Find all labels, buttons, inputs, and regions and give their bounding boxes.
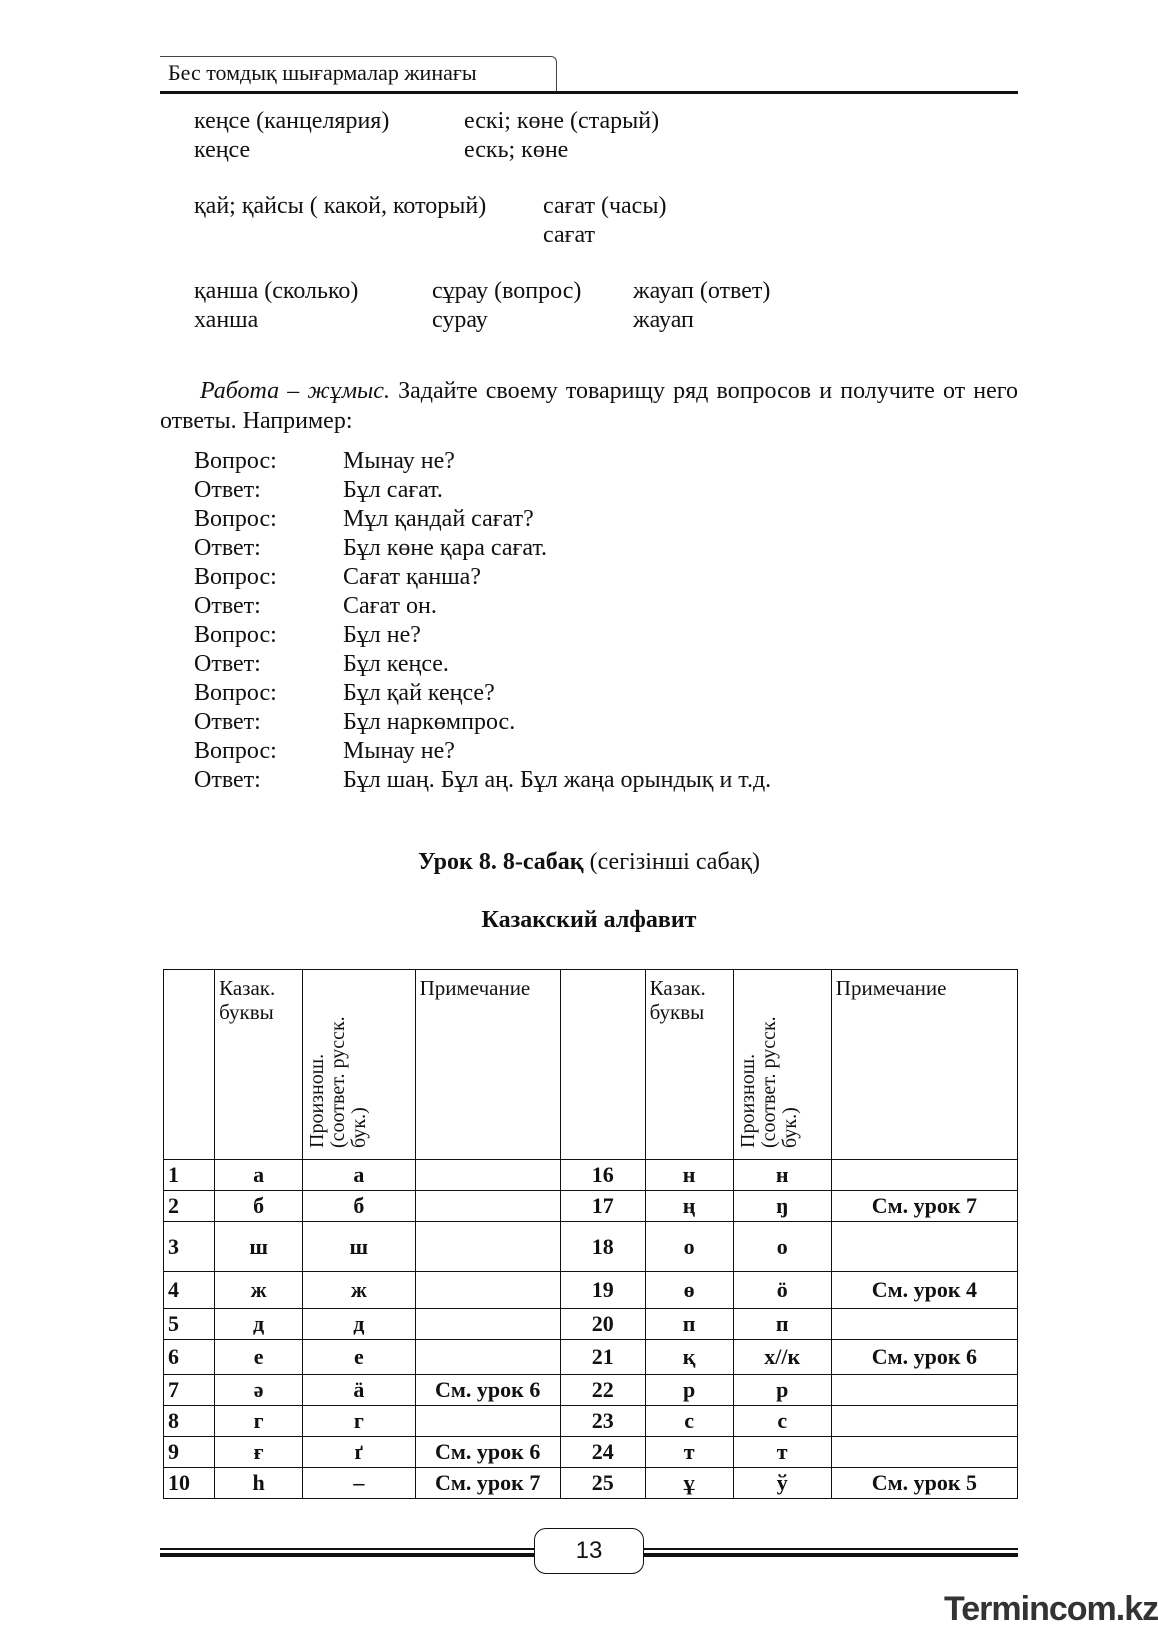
header-pronunciation: [303, 970, 416, 1160]
table-cell-p2: ŋ: [733, 1191, 831, 1222]
table-cell-n1: 9: [164, 1437, 215, 1468]
alphabet-table: [163, 969, 1018, 1499]
table-cell-k1: ғ: [215, 1437, 303, 1468]
table-cell-p1: ґ: [303, 1437, 416, 1468]
table-cell-m1: См. урок 7: [415, 1468, 560, 1499]
table-cell-n2: 20: [560, 1309, 645, 1340]
vocab-old-zhauap: жауап: [633, 307, 694, 333]
lesson-heading-bold: Урок 8. 8-сабақ: [418, 849, 584, 875]
table-cell-n1: 1: [164, 1160, 215, 1191]
table-cell-k1: г: [215, 1406, 303, 1437]
table-cell-p2: с: [733, 1406, 831, 1437]
table-cell-n2: 22: [560, 1375, 645, 1406]
table-cell-p2: ö: [733, 1272, 831, 1309]
table-cell-p1: ш: [303, 1222, 416, 1272]
table-cell-m2: См. урок 4: [831, 1272, 1017, 1309]
running-header-title: Бес томдық шығармалар жинағы: [168, 60, 477, 85]
table-cell-p2: н: [733, 1160, 831, 1191]
dialog-line: Бұл сағат.: [343, 477, 443, 503]
dialog-speaker: Вопрос:: [194, 622, 277, 648]
dialog-speaker: Ответ:: [194, 651, 261, 677]
table-cell-p2: х//к: [733, 1340, 831, 1375]
table-cell-m2: См. урок 6: [831, 1340, 1017, 1375]
table-row: [164, 1437, 1018, 1468]
table-cell-m2: [831, 1160, 1017, 1191]
table-cell-p2: п: [733, 1309, 831, 1340]
vocab-old-eski: ескь; көне: [464, 137, 569, 163]
header-pronunciation-text: Произнош. (соответ. русск. бук.): [306, 1016, 371, 1148]
table-cell-n1: 5: [164, 1309, 215, 1340]
table-cell-k2: ң: [645, 1191, 733, 1222]
table-cell-p2: т: [733, 1437, 831, 1468]
dialog-speaker: Ответ:: [194, 709, 261, 735]
vocab-word-qai: қай; қайсы ( какой, который): [194, 193, 487, 219]
table-cell-m2: [831, 1222, 1017, 1272]
lesson-heading: [0, 849, 1158, 876]
table-row: [164, 1272, 1018, 1309]
table-cell-k1: ш: [215, 1222, 303, 1272]
table-row: [164, 1222, 1018, 1272]
header-pronunciation: [733, 970, 831, 1160]
table-cell-m2: См. урок 5: [831, 1468, 1017, 1499]
table-row: [164, 1375, 1018, 1406]
dialog-line: Бұл наркөмпрос.: [343, 709, 516, 735]
dialog-speaker: Ответ:: [194, 593, 261, 619]
table-cell-n2: 23: [560, 1406, 645, 1437]
table-cell-k2: қ: [645, 1340, 733, 1375]
table-cell-k2: ө: [645, 1272, 733, 1309]
dialog-line: Бұл шаң. Бұл аң. Бұл жаңа орындық и т.д.: [343, 767, 772, 793]
vocab-word-surau: сұрау (вопрос): [432, 278, 582, 304]
dialog-line: Бұл кеңсе.: [343, 651, 449, 677]
dialog-speaker: Вопрос:: [194, 506, 277, 532]
vocab-old-sagat: сағат: [543, 222, 595, 248]
dialog-speaker: Вопрос:: [194, 564, 277, 590]
table-cell-m1: [415, 1309, 560, 1340]
table-cell-m2: См. урок 7: [831, 1191, 1017, 1222]
table-cell-n1: 7: [164, 1375, 215, 1406]
dialog-line: Мұл қандай сағат?: [343, 506, 534, 532]
table-cell-n1: 3: [164, 1222, 215, 1272]
table-cell-n2: 19: [560, 1272, 645, 1309]
table-cell-m2: [831, 1375, 1017, 1406]
table-cell-p1: ä: [303, 1375, 416, 1406]
table-cell-p2: р: [733, 1375, 831, 1406]
dialog-speaker: Ответ:: [194, 477, 261, 503]
table-cell-n2: 16: [560, 1160, 645, 1191]
table-cell-k1: д: [215, 1309, 303, 1340]
table-cell-k2: п: [645, 1309, 733, 1340]
table-row: [164, 1160, 1018, 1191]
table-row: [164, 1340, 1018, 1375]
dialog-speaker: Ответ:: [194, 535, 261, 561]
table-row: [164, 1406, 1018, 1437]
table-cell-k2: н: [645, 1160, 733, 1191]
header-note: Примечание: [415, 970, 560, 1160]
table-cell-m1: [415, 1272, 560, 1309]
table-cell-k1: ж: [215, 1272, 303, 1309]
table-cell-n2: 24: [560, 1437, 645, 1468]
table-cell-m1: [415, 1406, 560, 1437]
table-cell-n1: 10: [164, 1468, 215, 1499]
exercise-title: Работа – жұмыс.: [200, 378, 390, 404]
table-cell-k2: ұ: [645, 1468, 733, 1499]
vocab-word-sagat: сағат (часы): [543, 193, 667, 219]
dialog-line: Мынау не?: [343, 448, 455, 474]
dialog-speaker: Вопрос:: [194, 738, 277, 764]
table-cell-m2: [831, 1309, 1017, 1340]
dialog-line: Бұл көне қара сағат.: [343, 535, 548, 561]
vocab-word-qansha: қанша (сколько): [194, 278, 359, 304]
table-cell-n2: 18: [560, 1222, 645, 1272]
table-cell-p2: ў: [733, 1468, 831, 1499]
header-note: Примечание: [831, 970, 1017, 1160]
vocab-word-eski: ескі; көне (старый): [464, 108, 660, 134]
table-cell-k2: с: [645, 1406, 733, 1437]
table-cell-m2: [831, 1437, 1017, 1468]
watermark-logo: Termincom.kz: [944, 1590, 1158, 1628]
dialog-line: Мынау не?: [343, 738, 455, 764]
table-cell-p1: –: [303, 1468, 416, 1499]
table-cell-n2: 25: [560, 1468, 645, 1499]
dialog-line: Бұл не?: [343, 622, 421, 648]
table-cell-k1: б: [215, 1191, 303, 1222]
header-letters: Казак. буквы: [645, 970, 733, 1160]
vocab-old-surau: сурау: [432, 307, 488, 333]
dialog-line: Сағат он.: [343, 593, 437, 619]
table-cell-k1: һ: [215, 1468, 303, 1499]
table-cell-n1: 4: [164, 1272, 215, 1309]
table-row: [164, 1309, 1018, 1340]
table-cell-p1: а: [303, 1160, 416, 1191]
table-cell-k2: р: [645, 1375, 733, 1406]
header-rule: [160, 91, 1018, 94]
table-cell-m1: См. урок 6: [415, 1375, 560, 1406]
table-cell-m1: [415, 1340, 560, 1375]
table-cell-k1: ә: [215, 1375, 303, 1406]
table-header-row: [164, 970, 1018, 1160]
table-cell-k1: е: [215, 1340, 303, 1375]
table-cell-p1: б: [303, 1191, 416, 1222]
table-cell-p1: ж: [303, 1272, 416, 1309]
table-cell-m1: [415, 1222, 560, 1272]
table-cell-p1: д: [303, 1309, 416, 1340]
table-cell-p1: г: [303, 1406, 416, 1437]
dialog-line: Сағат қанша?: [343, 564, 481, 590]
lesson-heading-rest: (сегізінші сабақ): [583, 849, 760, 875]
dialog-speaker: Вопрос:: [194, 680, 277, 706]
table-cell-n1: 2: [164, 1191, 215, 1222]
vocab-word-zhauap: жауап (ответ): [633, 278, 771, 304]
dialog-line: Бұл қай кеңсе?: [343, 680, 495, 706]
table-row: [164, 1468, 1018, 1499]
table-row: [164, 1191, 1018, 1222]
table-cell-m1: [415, 1160, 560, 1191]
page-number: 13: [534, 1528, 644, 1574]
table-cell-p1: е: [303, 1340, 416, 1375]
vocab-old-kense: кеңсе: [194, 137, 251, 163]
table-cell-k1: а: [215, 1160, 303, 1191]
alphabet-title: Казакский алфавит: [481, 907, 697, 933]
vocab-word-kense: кеңсе (канцелярия): [194, 108, 390, 134]
exercise-text: Задайте своему товарищу ряд вопросов и получите от него ответы. Например:: [160, 378, 1018, 434]
header-letters: Казак. буквы: [215, 970, 303, 1160]
table-cell-m2: [831, 1406, 1017, 1437]
dialog-speaker: Ответ:: [194, 767, 261, 793]
table-cell-n1: 6: [164, 1340, 215, 1375]
table-cell-m1: См. урок 6: [415, 1437, 560, 1468]
header-pronunciation-text: Произнош. (соответ. русск. бук.): [736, 1016, 801, 1148]
table-cell-n2: 17: [560, 1191, 645, 1222]
table-cell-m1: [415, 1191, 560, 1222]
header-empty: [164, 970, 215, 1160]
header-empty: [560, 970, 645, 1160]
vocab-old-qansha: ханша: [194, 307, 259, 333]
table-cell-k2: о: [645, 1222, 733, 1272]
table-cell-p2: о: [733, 1222, 831, 1272]
dialog-speaker: Вопрос:: [194, 448, 277, 474]
table-cell-n1: 8: [164, 1406, 215, 1437]
table-cell-n2: 21: [560, 1340, 645, 1375]
exercise-paragraph: [160, 376, 1018, 436]
table-cell-k2: т: [645, 1437, 733, 1468]
